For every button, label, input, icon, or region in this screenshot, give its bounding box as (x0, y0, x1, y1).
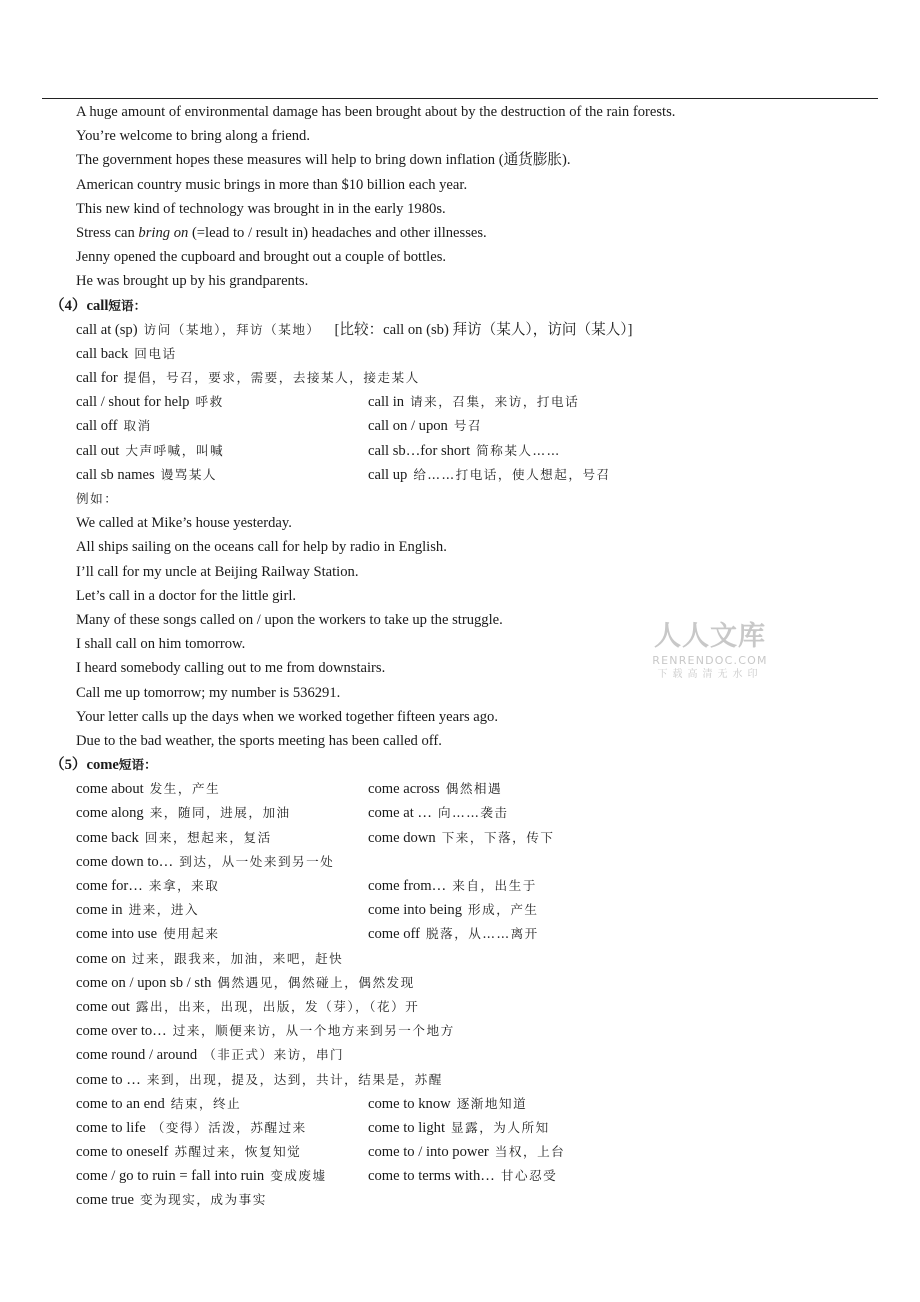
phrase-zh: 来，随同，进展，加油 (149, 805, 291, 821)
example-sentence: I heard somebody calling out to me from downstairs. (76, 660, 386, 677)
call-section-heading (0, 294, 920, 318)
phrase-en: come for… (76, 878, 143, 894)
watermark-url: RENRENDOC.COM (652, 654, 768, 667)
phrase-right (368, 826, 554, 850)
phrase-call-back (0, 342, 920, 366)
phrase-zh: 使用起来 (163, 926, 220, 942)
phrase-en: call in (368, 394, 405, 411)
come-section-heading (0, 753, 920, 777)
example-sentence: I’ll call for my uncle at Beijing Railway Station. (76, 563, 359, 580)
phrase-zh: 发生，产生 (149, 781, 221, 797)
example-sentence: This new kind of technology was brought in in the early 1980s. (76, 200, 446, 217)
phrase-en: call at (sp) (76, 321, 138, 338)
come-phrase-list (0, 777, 920, 1212)
stress-pre: Stress can (76, 224, 139, 241)
phrase-zh: 进来，进入 (128, 902, 200, 918)
phrase-zh: 回电话 (134, 345, 177, 361)
phrase-row (0, 995, 920, 1019)
phrase-en: call out (76, 442, 120, 459)
phrase-right (368, 1092, 527, 1116)
phrase-en: come on / upon sb / sth (76, 974, 212, 991)
phrase-zh: 下来，下落，传下 (441, 829, 555, 845)
call-heading-zh: 短语： (108, 297, 147, 313)
phrase-row (0, 463, 920, 487)
phrase-en: come to oneself (76, 1144, 169, 1161)
phrase-en: call on / upon (368, 418, 448, 435)
phrase-right (368, 1140, 565, 1164)
phrase-row (0, 898, 920, 922)
phrase-zh: 请来，召集，来访，打电话 (410, 394, 580, 410)
phrase-row (0, 971, 920, 995)
phrase-en: come across (368, 781, 440, 798)
phrase-en: come about (76, 781, 144, 798)
phrase-en: come down (368, 829, 436, 846)
example-sentence: The government hopes these measures will help to bring down inflation (通货膨胀). (76, 152, 571, 169)
phrase-en: call back (76, 345, 129, 362)
phrase-row (0, 947, 920, 971)
stress-post: (=lead to / result in) headaches and other illnesses. (188, 224, 487, 241)
example-sentence: Many of these songs called on / upon the workers to take up the struggle. (76, 611, 503, 628)
example-sentence: American country music brings in more than $10 billion each year. (76, 176, 468, 193)
phrase-zh: 过来，顺便来访，从一个地方来到另一个地方 (172, 1023, 455, 1039)
phrase-zh: 偶然遇见，偶然碰上，偶然发现 (217, 974, 415, 990)
phrase-zh: 访问（某地），拜访（某地） (143, 321, 321, 337)
phrase-en: come out (76, 998, 130, 1015)
phrase-en: call sb…for short (368, 442, 471, 459)
example-sentence: Due to the bad weather, the sports meeting has been called off. (76, 732, 442, 749)
phrase-row (0, 777, 920, 801)
watermark (648, 620, 772, 682)
phrase-row (0, 1068, 920, 1092)
watermark-title: 人人文库 (654, 621, 766, 652)
example-sentence: I shall call on him tomorrow. (76, 636, 246, 653)
phrase-zh: 露出，出来，出现，出版，发（芽），（花）开 (135, 998, 420, 1014)
phrase-zh: 结束，终止 (170, 1095, 242, 1111)
example-sentence: Jenny opened the cupboard and brought out a couple of bottles. (76, 249, 447, 266)
phrase-row (0, 850, 920, 874)
phrase-en: come along (76, 805, 144, 822)
phrase-row (0, 874, 920, 898)
header-rule (42, 98, 878, 99)
example-sentence: Let’s call in a doctor for the little girl. (76, 587, 297, 604)
phrase-en: come round / around (76, 1047, 198, 1064)
example-sentence-stress (0, 221, 920, 245)
phrase-zh: 大声呼喊，叫喊 (125, 442, 225, 458)
phrase-call-for (0, 366, 920, 390)
phrase-en: come to life (76, 1119, 146, 1136)
phrase-row (0, 801, 920, 825)
phrase-zh: （非正式）来访，串门 (203, 1047, 345, 1063)
phrase-en: come back (76, 829, 139, 846)
phrase-zh: 显露，为人所知 (451, 1119, 550, 1135)
phrase-en: come to an end (76, 1095, 165, 1112)
phrase-right (368, 874, 537, 898)
phrase-zh: 变成废墟 (270, 1168, 327, 1184)
phrase-zh: 变为现实，成为事实 (139, 1192, 267, 1208)
phrase-zh: 给……打电话，使人想起，号召 (413, 466, 611, 482)
phrase-zh: 来到，出现，提及，达到，共计，结果是，苏醒 (146, 1071, 443, 1087)
phrase-right (368, 439, 561, 463)
phrase-right (368, 777, 502, 801)
phrase-en: come true (76, 1192, 134, 1209)
phrase-row (0, 1092, 920, 1116)
phrase-en: come from… (368, 878, 447, 894)
phrase-en: come into use (76, 926, 158, 943)
phrase-en: call / shout for help (76, 394, 190, 411)
document-body (0, 100, 920, 1213)
phrase-row (0, 1164, 920, 1188)
phrase-zh: 到达，从一处来到另一处 (179, 853, 335, 869)
phrase-en: come into being (368, 902, 463, 919)
example-label-text: 例如： (76, 491, 119, 506)
phrase-zh: 简称某人…… (476, 442, 561, 458)
phrase-right (368, 1116, 550, 1140)
example-sentence: He was brought up by his grandparents. (76, 273, 309, 290)
example-sentence: All ships sailing on the oceans call for help by radio in English. (76, 539, 447, 556)
phrase-en: come off (368, 926, 421, 943)
phrase-en: come to know (368, 1095, 451, 1112)
example-sentence: Your letter calls up the days when we worked together fifteen years ago. (76, 708, 499, 725)
phrase-zh: 苏醒过来，恢复知觉 (174, 1144, 302, 1160)
phrase-en: call for (76, 370, 118, 387)
phrase-en: call sb names (76, 466, 155, 483)
example-sentence: You’re welcome to bring along a friend. (76, 128, 310, 145)
phrase-en: come over to… (76, 1023, 167, 1040)
phrase-en: call up (368, 466, 408, 483)
phrase-right (368, 922, 539, 946)
phrase-row (0, 1188, 920, 1212)
phrase-right (368, 1164, 557, 1188)
phrase-zh: 脱落，从……离开 (426, 926, 539, 942)
phrase-row (0, 390, 920, 414)
example-label (0, 487, 920, 511)
phrase-right (368, 898, 539, 922)
come-heading-zh: 短语： (118, 757, 157, 773)
phrase-call-at (0, 318, 920, 342)
phrase-zh: 向……袭击 (438, 805, 509, 821)
phrase-en: come down to… (76, 853, 174, 870)
phrase-en: come at … (368, 805, 433, 822)
call-heading-en: （4）call (50, 297, 109, 314)
phrase-right (368, 801, 509, 825)
phrase-row (0, 1043, 920, 1067)
stress-italic: bring on (138, 224, 189, 241)
phrase-zh: 偶然相遇 (445, 781, 503, 797)
phrase-en: come to … (76, 1071, 141, 1088)
phrase-zh: 当权，上台 (494, 1144, 566, 1160)
phrase-en: come / go to ruin = fall into ruin (76, 1168, 265, 1185)
phrase-en: come in (76, 902, 123, 919)
phrase-zh: 来自，出生于 (452, 878, 537, 893)
phrase-right (368, 414, 482, 438)
phrase-row (0, 439, 920, 463)
example-sentence: We called at Mike’s house yesterday. (76, 515, 292, 532)
phrase-en: call off (76, 418, 118, 435)
phrase-zh: 呼救 (195, 394, 224, 410)
come-heading-en: （5）come (50, 757, 119, 774)
example-sentence: A huge amount of environmental damage has been brought about by the destruction of the rain forests. (76, 104, 676, 120)
phrase-right (368, 463, 611, 487)
phrase-zh: 形成，产生 (468, 902, 539, 918)
phrase-zh: 甘心忍受 (500, 1168, 558, 1184)
phrase-row (0, 1116, 920, 1140)
example-sentence: Call me up tomorrow; my number is 536291. (76, 684, 341, 701)
phrase-zh: 逐渐地知道 (456, 1095, 528, 1111)
phrase-row (0, 414, 920, 438)
phrase-zh: 过来，跟我来，加油，来吧，赶快 (131, 950, 344, 966)
phrase-en: come on (76, 950, 126, 967)
phrase-zh: 谩骂某人 (160, 466, 217, 482)
phrase-compare: [比较：call on (sb) 拜访（某人），访问（某人）] (334, 321, 633, 338)
phrase-zh: 号召 (453, 418, 483, 434)
phrase-zh: 提倡，号召，要求，需要，去接某人，接走某人 (123, 370, 420, 386)
phrase-right (368, 390, 579, 414)
phrase-row (0, 1140, 920, 1164)
phrase-zh: 取消 (123, 418, 152, 434)
phrase-zh: 回来，想起来，复活 (144, 829, 272, 845)
phrase-zh: 来拿，来取 (148, 878, 220, 893)
phrase-row (0, 826, 920, 850)
phrase-zh: （变得）活泼，苏醒过来 (151, 1119, 307, 1135)
phrase-row (0, 1019, 920, 1043)
phrase-en: come to / into power (368, 1144, 489, 1161)
watermark-sub: 下载高清无水印 (657, 669, 763, 680)
phrase-en: come to terms with… (368, 1168, 495, 1185)
phrase-en: come to light (368, 1119, 446, 1136)
phrase-row (0, 922, 920, 946)
